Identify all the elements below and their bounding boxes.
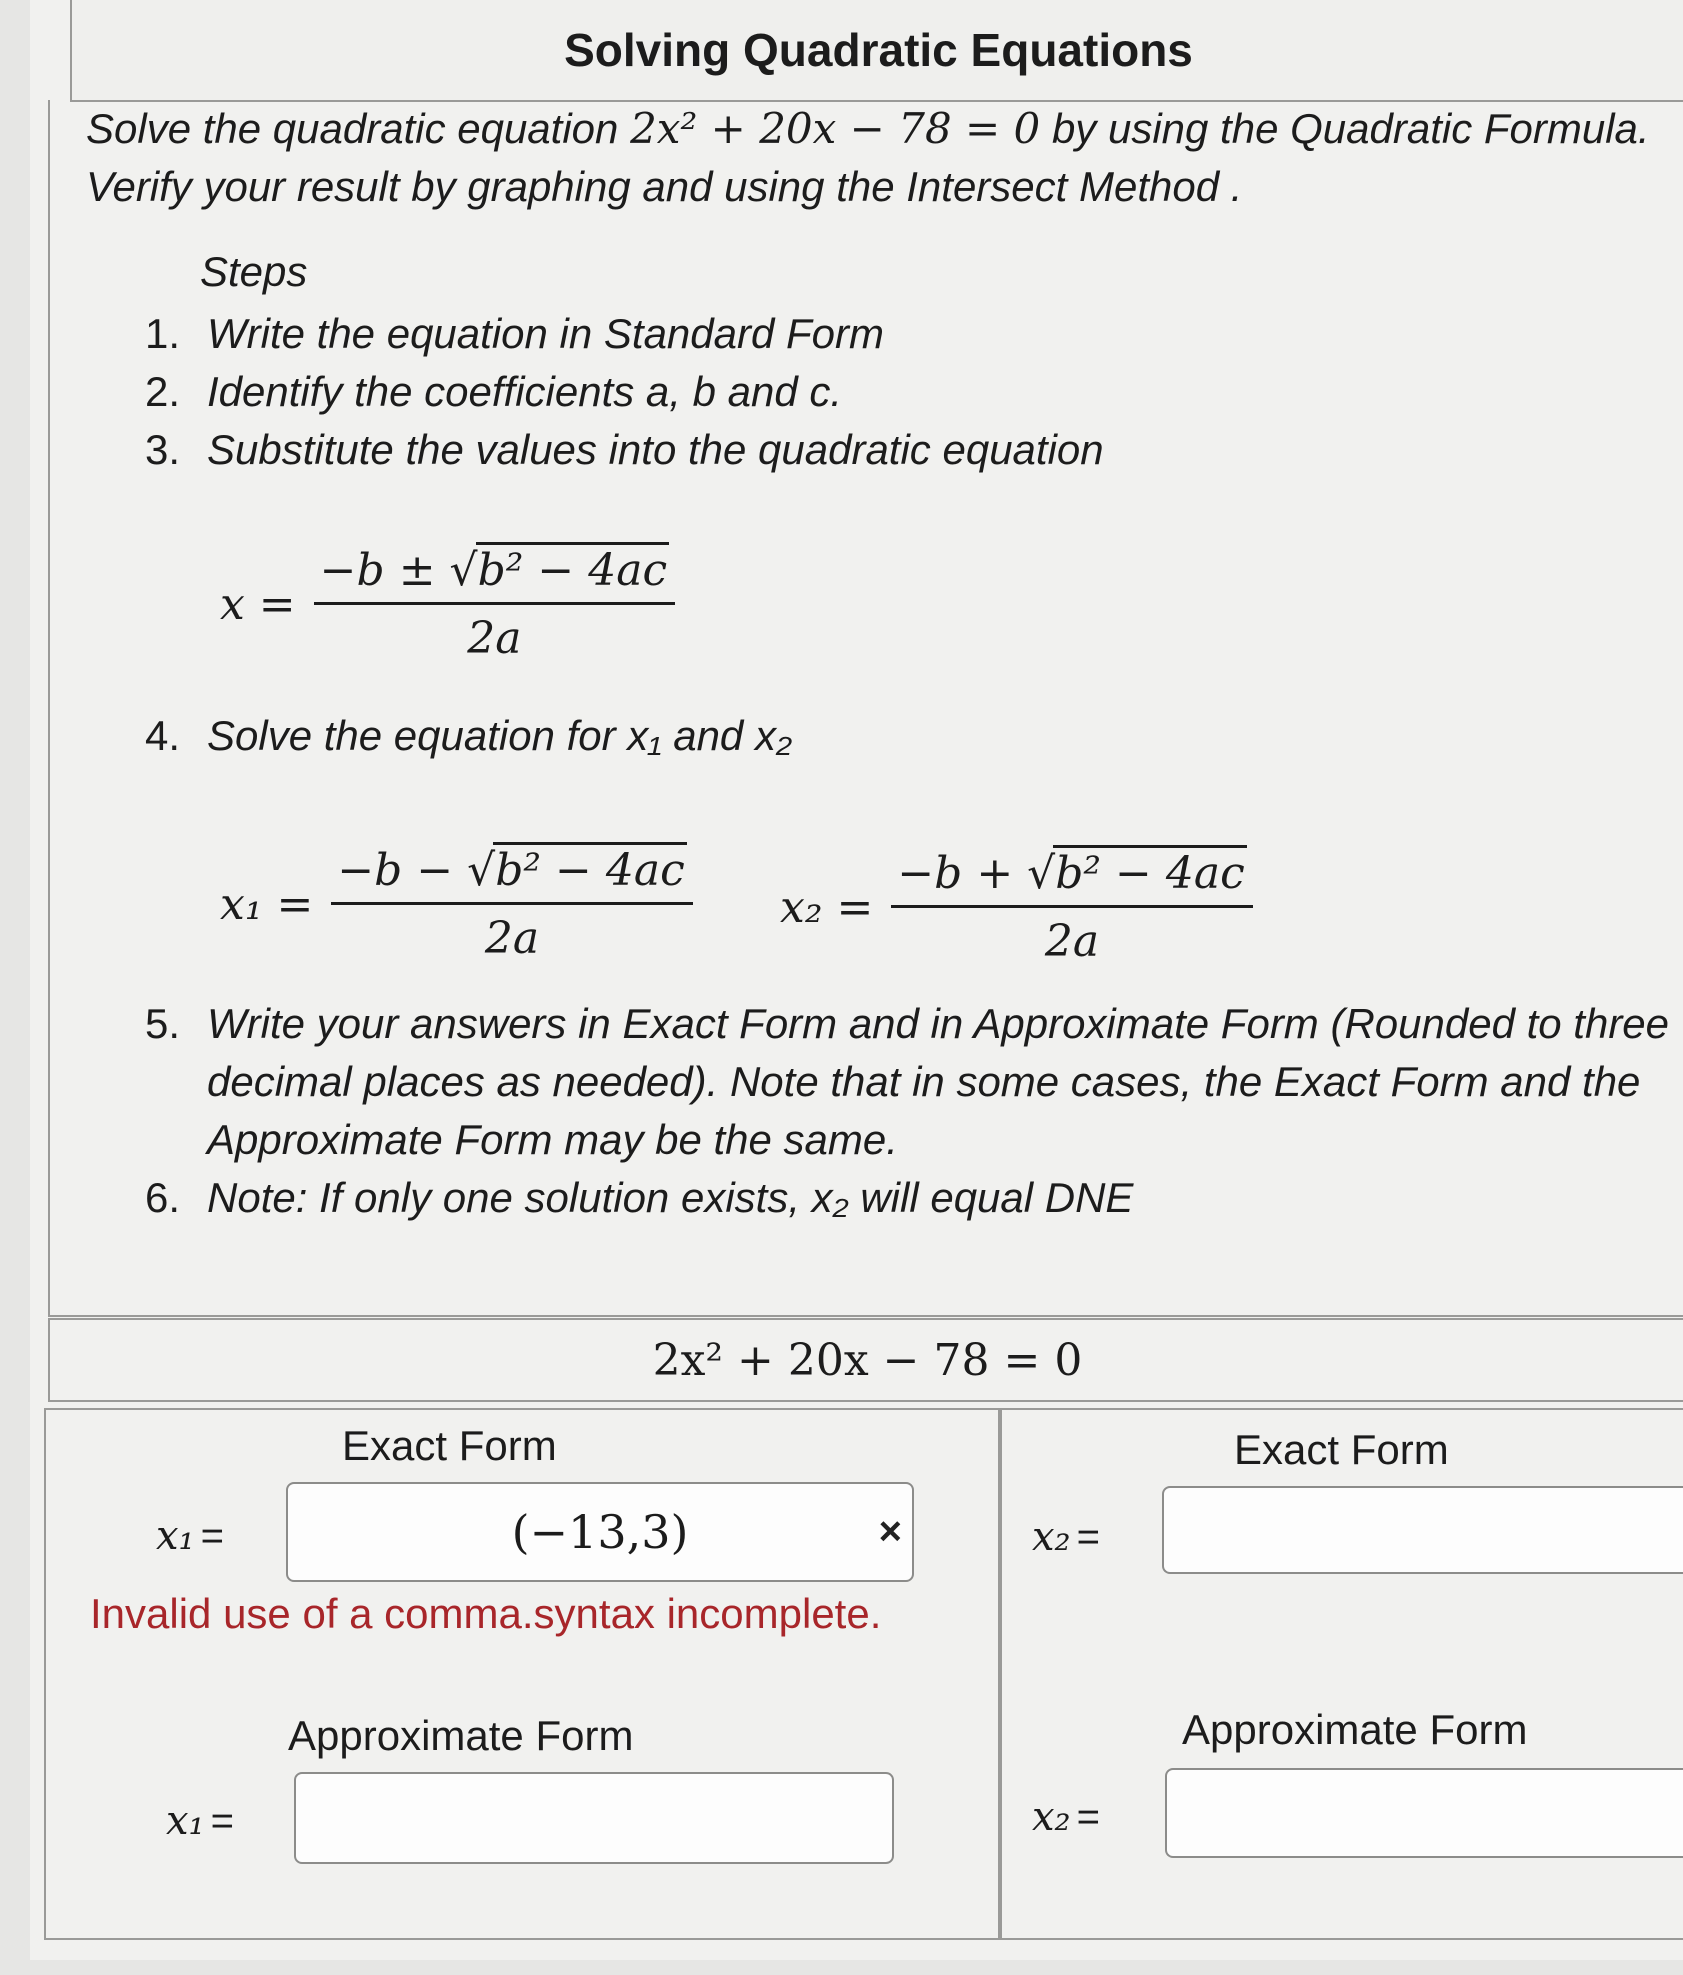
steps-list (145, 305, 1683, 1227)
step-item (145, 995, 1683, 1169)
x1-approx-var (166, 1798, 234, 1844)
x1-lhs: x₁ = (220, 879, 314, 930)
quadratic-formula (220, 545, 675, 664)
step-item (145, 1169, 1683, 1227)
x2-exact-input[interactable] (1162, 1486, 1683, 1574)
x2-approx-label: Approximate Form (1182, 1706, 1528, 1753)
step-number: 3. (145, 426, 181, 473)
step-text: Note: If only one solution exists, x₂ will equal DNE (207, 1174, 1134, 1221)
x2-exact-var (1032, 1514, 1100, 1560)
equation-text: 2x² + 20x − 78 = 0 (652, 1334, 1083, 1386)
step-text: Identify the coefficients a, b and c. (207, 368, 843, 415)
x1-answer-panel (44, 1408, 1000, 1940)
radicand: b² − 4ac (493, 842, 687, 896)
step-text: Write the equation in Standard Form (207, 310, 885, 357)
step-text: Write your answers in Exact Form and in Approximate Form (Rounded to three decimal places as needed). Note that in some cases, the Exact Form and the Approximate Form may be the same. (207, 1000, 1670, 1163)
x2-approx-input[interactable] (1165, 1768, 1683, 1858)
step-number: 2. (145, 368, 181, 415)
equals-sign: = (200, 1514, 224, 1558)
var-symbol: x₂ (1032, 1794, 1071, 1840)
x1-formula (220, 845, 693, 964)
x1-denominator: 2a (484, 913, 540, 964)
step-number: 6. (145, 1174, 181, 1221)
step-text: Substitute the values into the quadratic equation (207, 426, 1104, 473)
page-title (70, 0, 1683, 102)
x2-fraction (891, 848, 1252, 967)
step-text: Solve the equation for x₁ and x₂ (207, 712, 792, 759)
step-item (145, 421, 1683, 479)
intro-suffix: by using the Quadratic Formula. (1051, 105, 1650, 152)
step-number: 4. (145, 712, 181, 759)
x2-numerator (891, 848, 1252, 908)
formula-numerator (314, 545, 675, 605)
instructions-panel (48, 100, 1683, 1317)
var-symbol: x₂ (1032, 1514, 1071, 1560)
x2-formula (780, 848, 1253, 967)
x1-approx-input[interactable] (294, 1772, 894, 1864)
title-text: Solving Quadratic Equations (564, 24, 1193, 76)
numerator-prefix: −b ± √ (319, 545, 478, 596)
formula-denominator: 2a (467, 613, 522, 664)
step-item (145, 363, 1683, 421)
x2-approx-var (1032, 1794, 1100, 1840)
intro-line2: Verify your result by graphing and using the Intersect Method . (86, 163, 1243, 210)
x1-exact-var (156, 1513, 224, 1559)
intro-equation: 2x² + 20x − 78 = 0 (630, 104, 1041, 153)
intro-prefix: Solve the quadratic equation (86, 105, 619, 152)
steps-heading: Steps (200, 248, 308, 295)
formula-lhs: x = (220, 579, 296, 630)
x1-numerator (331, 845, 692, 905)
x2-answer-panel (1000, 1408, 1683, 1940)
x1-exact-input[interactable] (286, 1482, 914, 1582)
equals-sign: = (210, 1799, 234, 1843)
step-number: 5. (145, 1000, 181, 1047)
x1-approx-label: Approximate Form (288, 1712, 634, 1759)
x1-exact-label: Exact Form (342, 1422, 557, 1469)
equals-sign: = (1076, 1795, 1100, 1839)
x2-exact-label: Exact Form (1234, 1426, 1449, 1473)
step-number: 1. (145, 310, 181, 357)
x1-fraction (331, 845, 692, 964)
equals-sign: = (1076, 1515, 1100, 1559)
formula-fraction (314, 545, 675, 664)
equation-display (48, 1318, 1683, 1402)
page (30, 0, 1683, 1960)
clear-icon[interactable]: × (878, 1509, 902, 1554)
step-item (145, 305, 1683, 363)
x1-exact-value: (−13,3) (511, 1505, 689, 1559)
var-symbol: x₁ (166, 1798, 205, 1844)
var-symbol: x₁ (156, 1513, 195, 1559)
radicand: b² − 4ac (476, 542, 670, 596)
x2-lhs: x₂ = (780, 882, 874, 933)
step-item (145, 707, 1683, 765)
problem-statement (86, 100, 1666, 216)
radicand: b² − 4ac (1053, 845, 1247, 899)
x2-denominator: 2a (1044, 916, 1100, 967)
numerator-prefix: −b − √ (337, 845, 496, 896)
x1-error-message: Invalid use of a comma.syntax incomplete. (90, 1590, 882, 1637)
numerator-prefix: −b + √ (897, 848, 1056, 899)
